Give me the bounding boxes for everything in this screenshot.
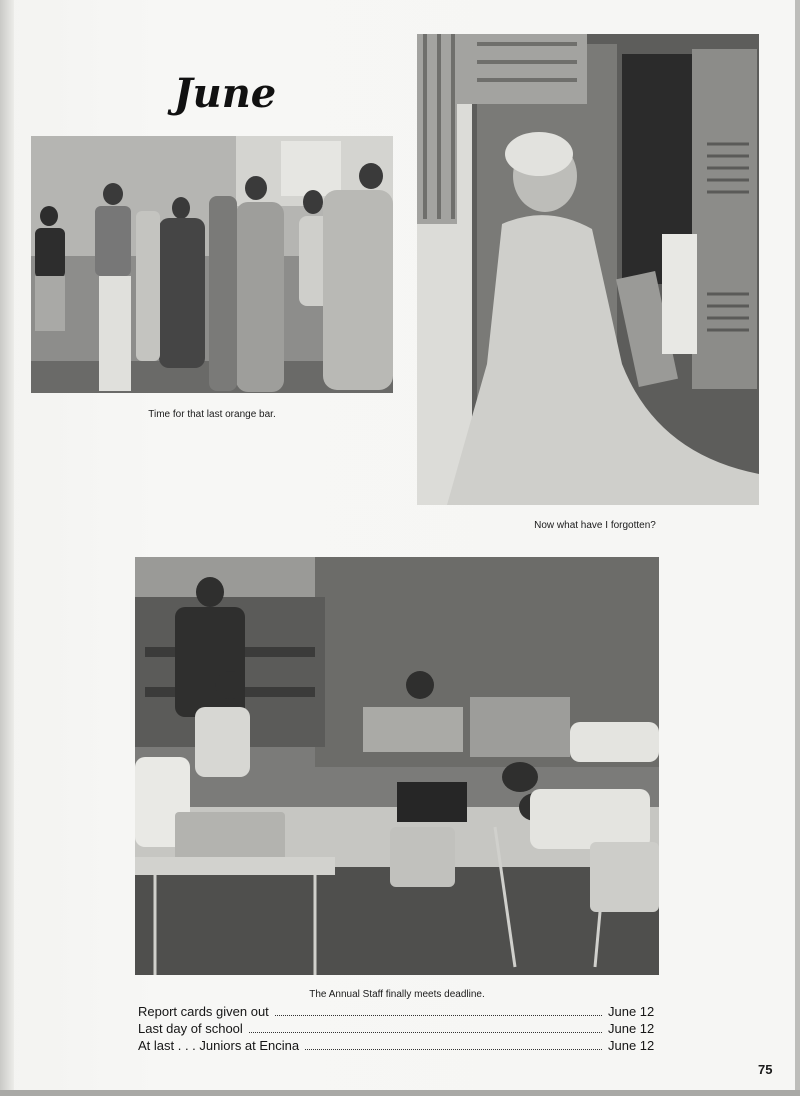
- page-binding-shadow: [0, 0, 14, 1096]
- photo-annual-staff-image: [135, 557, 659, 975]
- photo-girl-at-locker-image: [417, 34, 759, 505]
- page-title: June: [173, 70, 277, 117]
- calendar-list: [138, 1004, 662, 1055]
- calendar-date: June 12: [608, 1038, 655, 1053]
- page-bottom-edge: [0, 1090, 800, 1096]
- dot-leader: [249, 1031, 602, 1033]
- calendar-event: Report cards given out: [138, 1004, 269, 1019]
- photo-caption-locker: Now what have I forgotten?: [534, 520, 656, 531]
- page-right-edge: [795, 0, 800, 1096]
- photo-students-hallway-image: [31, 136, 393, 393]
- calendar-item: [138, 1038, 662, 1055]
- dot-leader: [305, 1048, 602, 1050]
- calendar-date: June 12: [608, 1004, 655, 1019]
- photo-caption-annual-staff: The Annual Staff finally meets deadline.: [309, 989, 485, 1000]
- calendar-event: At last . . . Juniors at Encina: [138, 1038, 300, 1053]
- calendar-item: [138, 1021, 662, 1038]
- photo-girl-at-locker: [417, 34, 759, 505]
- calendar-item: [138, 1004, 662, 1021]
- photo-caption-hallway: Time for that last orange bar.: [148, 409, 276, 420]
- calendar-event: Last day of school: [138, 1021, 243, 1036]
- dot-leader: [275, 1014, 602, 1016]
- page-number: 75: [758, 1062, 773, 1077]
- photo-students-hallway: [31, 136, 393, 393]
- calendar-date: June 12: [608, 1021, 655, 1036]
- photo-annual-staff: [135, 557, 659, 975]
